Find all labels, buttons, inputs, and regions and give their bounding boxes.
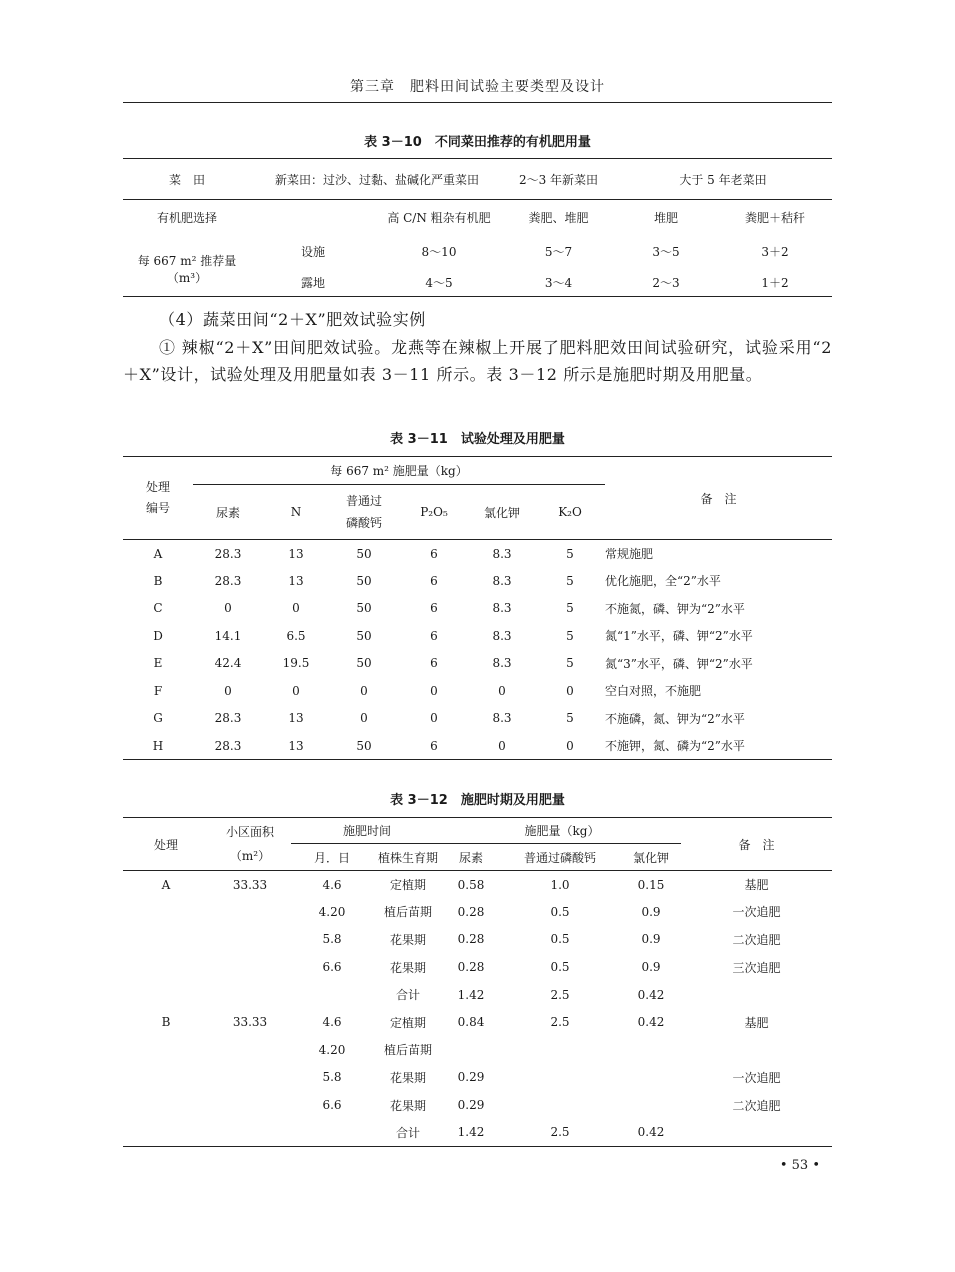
table-cell xyxy=(209,1091,291,1119)
table-cell: 0.15 xyxy=(637,877,665,892)
table-cell: 0.42 xyxy=(637,1125,665,1140)
remark-cell: 一次追肥 xyxy=(732,1070,781,1085)
table-row xyxy=(123,953,832,981)
table-cell: 14.1 xyxy=(214,628,242,643)
row-label: 有机肥选择 xyxy=(156,210,217,225)
table-header-row xyxy=(123,159,832,200)
table-cell: 花果期 xyxy=(389,960,426,975)
table-cell xyxy=(621,1064,681,1092)
table-cell: 8～10 xyxy=(421,245,457,259)
table-cell: F xyxy=(153,683,163,698)
table-cell: 6 xyxy=(430,628,438,643)
table-header-row xyxy=(123,818,832,844)
table-cell: 0.29 xyxy=(457,1070,485,1085)
table-cell: 3～5 xyxy=(652,245,680,259)
header-rule xyxy=(123,102,832,103)
table-cell: 8.3 xyxy=(492,601,512,616)
table-cell: G xyxy=(153,711,163,726)
table-cell xyxy=(291,981,373,1009)
table-row xyxy=(123,1091,832,1119)
total-label: 合计 xyxy=(395,1125,420,1140)
table-cell: 6.6 xyxy=(322,960,342,975)
table-cell: 0 xyxy=(292,601,300,616)
table-3-11 xyxy=(123,456,832,760)
table-cell: 0.9 xyxy=(641,904,661,919)
table-cell: 0 xyxy=(566,738,574,753)
section-heading: （4）蔬菜田间“2＋X”肥效试验实例 xyxy=(159,310,426,329)
table-cell xyxy=(209,1119,291,1147)
table-cell: 6 xyxy=(430,656,438,671)
table-cell: 0.5 xyxy=(550,904,570,919)
header-cell: N xyxy=(290,505,302,519)
running-head: 第三章 肥料田间试验主要类型及设计 xyxy=(350,79,605,95)
table-row xyxy=(123,732,832,760)
table-cell: 50 xyxy=(356,738,372,753)
header-cell: 菜 田 xyxy=(168,172,205,187)
group-header: 施肥量（kg） xyxy=(443,818,681,844)
table-cell: 0.9 xyxy=(641,932,661,947)
header-cell xyxy=(329,485,399,540)
header-cell xyxy=(209,818,291,871)
table-cell: 3～4 xyxy=(544,275,573,290)
remark-cell: 一次追肥 xyxy=(732,905,781,920)
table-cell xyxy=(123,1064,209,1092)
remark-cell: 基肥 xyxy=(744,878,769,893)
table-cell xyxy=(209,981,291,1009)
total-label: 合计 xyxy=(395,988,420,1003)
table-row xyxy=(123,235,832,269)
table-cell: 1.42 xyxy=(457,1125,485,1140)
table-3-11-caption: 表 3－11 试验处理及用肥量 xyxy=(390,432,565,447)
table-cell: 0 xyxy=(498,738,506,753)
table-3-12-caption: 表 3－12 施肥时期及用肥量 xyxy=(390,793,565,808)
table-cell: 5 xyxy=(566,601,574,616)
table-cell: 0 xyxy=(360,711,368,726)
table-row xyxy=(123,871,832,899)
table-cell: 0.5 xyxy=(550,932,570,947)
table-cell: 1.0 xyxy=(550,877,570,892)
remark-cell: 二次追肥 xyxy=(732,1098,781,1113)
table-header-row xyxy=(123,457,832,485)
table-cell: 0 xyxy=(292,683,300,698)
table-cell: B xyxy=(161,1015,171,1030)
table-row xyxy=(123,622,832,650)
remark-cell: 空白对照，不施肥 xyxy=(605,684,702,699)
table-row xyxy=(123,200,832,235)
table-cell: 8.3 xyxy=(492,656,512,671)
row-label: 每 667 m² 推荐量 xyxy=(137,253,237,268)
table-cell: 5.8 xyxy=(322,1070,342,1085)
table-cell: 1.42 xyxy=(457,987,485,1002)
table-cell: 28.3 xyxy=(214,546,242,561)
table-cell: 0 xyxy=(430,683,438,698)
table-cell xyxy=(621,1091,681,1119)
remark-cell: 氮“1”水平，磷、钾“2”水平 xyxy=(605,629,753,644)
table-cell: 0.84 xyxy=(457,1015,485,1030)
table-cell xyxy=(209,1064,291,1092)
table-cell xyxy=(681,981,832,1009)
table-cell: 0.42 xyxy=(637,987,665,1002)
table-cell xyxy=(209,926,291,954)
table-cell xyxy=(499,1036,621,1064)
group-header: 每 667 m² 施肥量（kg） xyxy=(193,457,605,485)
table-cell xyxy=(681,1119,832,1147)
header-cell: 大于 5 年老菜田 xyxy=(679,172,767,187)
table-3-10-caption: 表 3－10 不同菜田推荐的有机肥用量 xyxy=(364,135,591,150)
header-line: 小区面积 xyxy=(225,825,274,839)
table-cell: 8.3 xyxy=(492,711,512,726)
table-row xyxy=(123,1036,832,1064)
table-cell: 5 xyxy=(566,573,574,588)
table-cell: 2.5 xyxy=(550,987,570,1002)
table-cell: 19.5 xyxy=(282,656,310,671)
table-cell: 13 xyxy=(288,711,304,726)
table-3-10 xyxy=(123,158,832,297)
remark-cell xyxy=(681,1036,832,1064)
table-cell: 植后苗期 xyxy=(383,905,432,920)
table-cell xyxy=(443,1036,499,1064)
remark-cell: 不施氮，磷、钾为“2”水平 xyxy=(605,601,745,616)
table-cell: 50 xyxy=(356,546,372,561)
remark-cell: 不施磷，氮、钾为“2”水平 xyxy=(605,711,745,726)
remark-cell: 优化施肥，全“2”水平 xyxy=(605,574,721,589)
header-cell: K₂O xyxy=(558,505,582,519)
table-cell: C xyxy=(153,601,163,616)
table-cell: 花果期 xyxy=(389,932,426,947)
table-cell: 粪肥＋秸秆 xyxy=(744,210,805,225)
header-line: 编号 xyxy=(145,501,170,515)
header-cell: 尿素 xyxy=(215,505,240,520)
treatment-header xyxy=(123,457,193,540)
table-cell: 5.8 xyxy=(322,932,342,947)
header-line: （m²） xyxy=(229,849,271,863)
table-row xyxy=(123,1008,832,1036)
row-label: （m³） xyxy=(166,270,208,285)
table-cell: 2.5 xyxy=(550,1125,570,1140)
table-cell: 28.3 xyxy=(214,573,242,588)
remark-cell: 不施钾，氮、磷为“2”水平 xyxy=(605,739,745,753)
table-cell: 定植期 xyxy=(389,878,426,893)
table-cell xyxy=(123,981,209,1009)
table-cell xyxy=(123,1036,209,1064)
table-cell: 0 xyxy=(498,683,506,698)
table-cell: 50 xyxy=(356,656,372,671)
table-cell: 0 xyxy=(566,683,574,698)
table-cell: 2.5 xyxy=(550,1015,570,1030)
table-cell: 50 xyxy=(356,601,372,616)
table-cell: 6 xyxy=(430,601,438,616)
total-row xyxy=(123,1119,832,1147)
table-cell: 4.6 xyxy=(322,1015,342,1030)
table-cell: 0.29 xyxy=(457,1098,485,1113)
table-cell: 4～5 xyxy=(425,275,453,290)
table-cell: 露地 xyxy=(300,275,325,290)
header-cell: 氯化钾 xyxy=(632,850,669,865)
header-cell: 尿素 xyxy=(458,850,483,865)
group-header: 施肥时间 xyxy=(291,818,443,844)
header-cell: 月．日 xyxy=(313,850,350,865)
table-cell xyxy=(123,953,209,981)
table-cell: 0 xyxy=(430,711,438,726)
header-cell: 氯化钾 xyxy=(483,505,520,520)
table-cell: A xyxy=(153,546,163,561)
table-cell xyxy=(499,1064,621,1092)
table-row xyxy=(123,705,832,733)
table-row xyxy=(123,926,832,954)
header-cell: P₂O₅ xyxy=(420,505,448,519)
table-cell: 8.3 xyxy=(492,628,512,643)
table-cell xyxy=(499,1091,621,1119)
header-cell: 植株生育期 xyxy=(377,850,438,865)
remark-header: 备 注 xyxy=(681,818,832,871)
table-cell: 堆肥 xyxy=(653,210,678,225)
table-row xyxy=(123,1064,832,1092)
table-cell: 0 xyxy=(224,601,232,616)
table-cell: 4.20 xyxy=(318,904,346,919)
table-cell: 5 xyxy=(566,711,574,726)
table-cell: 4.20 xyxy=(318,1042,346,1057)
body-paragraph: ① 辣椒“2＋X”田间肥效试验。龙燕等在辣椒上开展了肥料肥效田间试验研究，试验采用“2＋X”设计，试验处理及用肥量如表 3－11 所示。表 3－12 所示是施肥时期及用肥量。 xyxy=(123,338,832,384)
table-cell: 0.28 xyxy=(457,960,485,975)
table-cell: 33.33 xyxy=(232,1015,268,1030)
table-cell: 3＋2 xyxy=(761,245,789,259)
table-cell: 5～7 xyxy=(544,245,573,259)
table-cell xyxy=(291,1119,373,1147)
table-row xyxy=(123,269,832,297)
table-cell: 植后苗期 xyxy=(383,1043,432,1058)
remark-cell: 基肥 xyxy=(744,1015,769,1030)
table-3-12 xyxy=(123,817,832,1147)
table-cell: 13 xyxy=(288,573,304,588)
header-line: 处理 xyxy=(145,480,170,494)
table-cell: 0.5 xyxy=(550,960,570,975)
table-cell: 花果期 xyxy=(389,1098,426,1113)
table-cell: 50 xyxy=(356,573,372,588)
table-cell: 28.3 xyxy=(214,711,242,726)
header-cell: 2～3 年新菜田 xyxy=(518,172,599,187)
remark-cell: 二次追肥 xyxy=(732,932,781,947)
table-cell xyxy=(209,898,291,926)
table-cell: 定植期 xyxy=(389,1015,426,1030)
header-line: 磷酸钙 xyxy=(345,516,382,530)
table-cell xyxy=(621,1036,681,1064)
table-cell: 设施 xyxy=(300,245,325,259)
table-row xyxy=(123,650,832,678)
table-cell: 4.6 xyxy=(322,877,342,892)
table-cell: 0 xyxy=(224,683,232,698)
table-cell: 0.28 xyxy=(457,932,485,947)
table-row xyxy=(123,540,832,568)
table-cell: 0.9 xyxy=(641,960,661,975)
table-cell xyxy=(123,926,209,954)
table-cell: 高 C/N 粗杂有机肥 xyxy=(387,210,491,225)
table-cell: 1＋2 xyxy=(761,275,789,290)
table-cell: 5 xyxy=(566,628,574,643)
table-cell: 6 xyxy=(430,546,438,561)
table-row xyxy=(123,677,832,705)
table-cell xyxy=(209,1036,291,1064)
table-cell: 8.3 xyxy=(492,546,512,561)
header-cell: 普通过磷酸钙 xyxy=(523,850,596,865)
table-cell: 0.28 xyxy=(457,904,485,919)
header-cell: 新菜田：过沙、过黏、盐碱化严重菜田 xyxy=(274,172,479,187)
table-cell: 6.5 xyxy=(286,628,306,643)
table-cell: H xyxy=(152,738,164,753)
table-cell: 0.58 xyxy=(457,877,485,892)
table-cell: A xyxy=(161,877,171,892)
table-cell: 13 xyxy=(288,738,304,753)
remark-cell: 常规施肥 xyxy=(605,547,654,561)
header-line: 普通过 xyxy=(345,494,382,508)
table-cell xyxy=(123,1119,209,1147)
table-cell: 2～3 xyxy=(652,275,680,290)
table-cell: 33.33 xyxy=(232,877,268,892)
table-cell: 6.6 xyxy=(322,1098,342,1113)
page-number: • 53 • xyxy=(779,1158,820,1173)
table-row xyxy=(123,595,832,623)
table-cell: B xyxy=(153,573,163,588)
table-cell: E xyxy=(153,656,163,671)
table-cell: 13 xyxy=(288,546,304,561)
table-cell: 0 xyxy=(360,683,368,698)
remark-cell: 氮“3”水平，磷、钾“2”水平 xyxy=(605,656,753,671)
table-row xyxy=(123,567,832,595)
table-cell xyxy=(123,898,209,926)
total-row xyxy=(123,981,832,1009)
table-row xyxy=(123,898,832,926)
table-cell: 花果期 xyxy=(389,1070,426,1085)
remark-header: 备 注 xyxy=(605,457,832,540)
table-cell: 0.42 xyxy=(637,1015,665,1030)
table-cell: 5 xyxy=(566,546,574,561)
header-cell: 处理 xyxy=(123,818,209,871)
table-cell: 8.3 xyxy=(492,573,512,588)
table-cell: 6 xyxy=(430,738,438,753)
table-cell: 5 xyxy=(566,656,574,671)
table-cell: 42.4 xyxy=(214,656,242,671)
table-cell: 50 xyxy=(356,628,372,643)
remark-cell: 三次追肥 xyxy=(732,960,781,975)
table-cell: 粪肥、堆肥 xyxy=(528,210,589,225)
table-cell: 6 xyxy=(430,573,438,588)
table-cell xyxy=(209,953,291,981)
table-cell xyxy=(123,1091,209,1119)
table-cell: 28.3 xyxy=(214,738,242,753)
table-cell: D xyxy=(153,628,163,643)
